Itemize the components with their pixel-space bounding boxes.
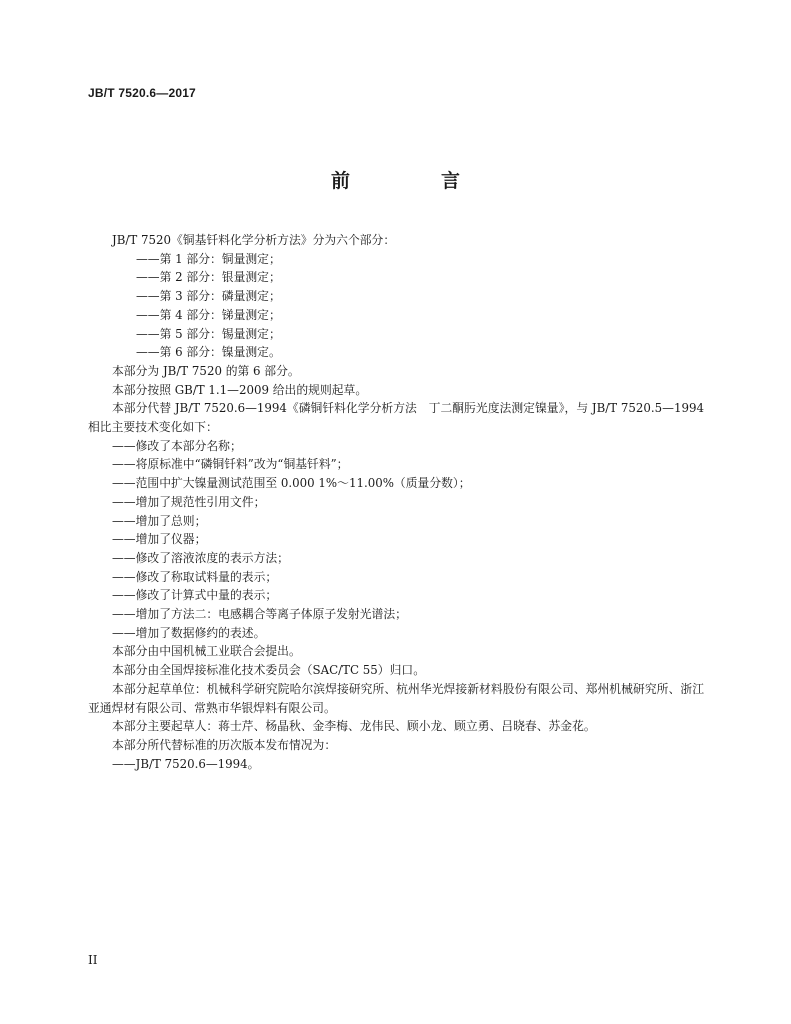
paragraph: ——将原标准中“磷铜钎料”改为“铜基钎料”； <box>112 457 349 472</box>
paragraph: 本部分起草单位：机械科学研究院哈尔滨焊接研究所、杭州华光焊接新材料股份有限公司、郑州机械研究所、浙江亚通焊材有限公司、常熟市华银焊料有限公司。 <box>88 681 704 715</box>
paragraph: ——增加了规范性引用文件； <box>112 494 266 509</box>
paragraph: 本部分由全国焊接标准化技术委员会（SAC/TC 55）归口。 <box>112 663 425 678</box>
paragraph: ——增加了仪器； <box>112 532 207 547</box>
paragraph: ——增加了方法二：电感耦合等离子体原子发射光谱法； <box>112 607 407 622</box>
paragraph: ——修改了本部分名称； <box>112 438 242 453</box>
paragraph: JB/T 7520《铜基钎料化学分析方法》分为六个部分： <box>112 233 396 247</box>
paragraph: ——修改了计算式中量的表示； <box>112 588 278 603</box>
paragraph: ——修改了溶液浓度的表示方法； <box>112 550 289 565</box>
paragraph: ——修改了称取试料量的表示； <box>112 569 278 584</box>
paragraph: ——增加了数据修约的表述。 <box>112 625 266 640</box>
paragraph: 本部分按照 GB/T 1.1—2009 给出的规则起草。 <box>112 382 368 397</box>
standard-code-header: JB/T 7520.6—2017 <box>88 86 196 100</box>
paragraph: ——第 5 部分：锡量测定； <box>136 326 281 341</box>
paragraph: 本部分主要起草人：蒋士芹、杨晶秋、金李梅、龙伟民、顾小龙、顾立勇、吕晓春、苏金花。 <box>112 719 596 734</box>
paragraph: ——增加了总则； <box>112 513 207 528</box>
paragraph: 本部分所代替标准的历次版本发布情况为： <box>112 737 337 752</box>
paragraph: ——第 2 部分：银量测定； <box>136 270 281 285</box>
paragraph: 本部分为 JB/T 7520 的第 6 部分。 <box>112 363 300 378</box>
paragraph: ——第 1 部分：铜量测定； <box>136 251 281 266</box>
page-number: II <box>88 953 98 967</box>
paragraph: 本部分代替 JB/T 7520.6—1994《磷铜钎料化学分析方法 丁二酮肟光度法测定镍量》，与 JB/T 7520.5—1994 相比主要技术变化如下： <box>88 401 704 435</box>
document-body <box>88 231 704 773</box>
paragraph: 本部分由中国机械工业联合会提出。 <box>112 644 301 659</box>
paragraph: ——第 6 部分：镍量测定。 <box>136 345 281 360</box>
paragraph: ——第 4 部分：锑量测定； <box>136 307 281 322</box>
paragraph: ——第 3 部分：磷量测定； <box>136 289 281 304</box>
page-title: 前 言 <box>330 170 496 192</box>
paragraph: ——JB/T 7520.6—1994。 <box>112 756 260 771</box>
paragraph: ——范围中扩大镍量测试范围至 0.000 1%～11.00%（质量分数）； <box>112 476 471 491</box>
